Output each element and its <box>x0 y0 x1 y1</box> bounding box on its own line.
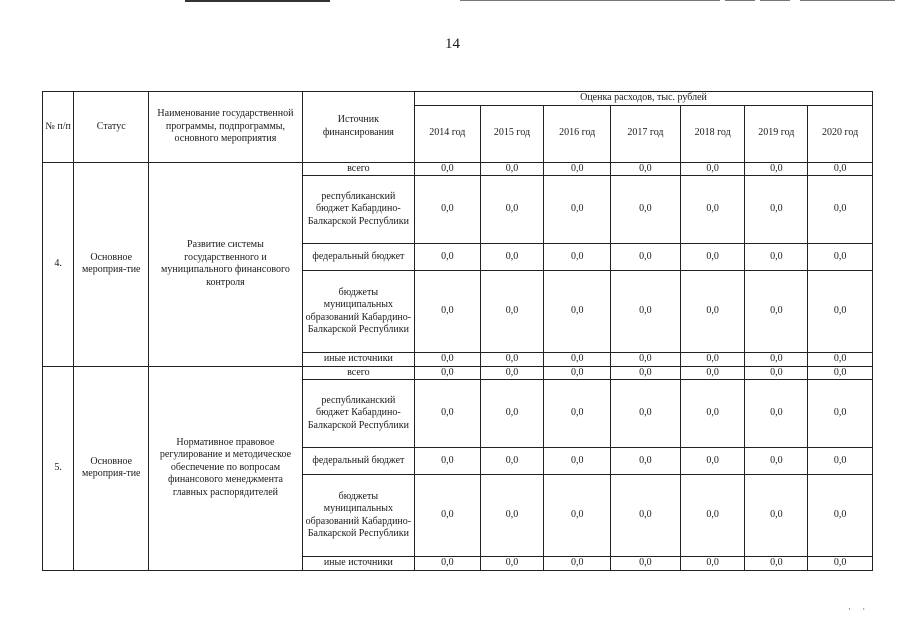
header-year: 2014 год <box>414 105 480 162</box>
page-number: 14 <box>445 36 460 52</box>
value-cell: 0,0 <box>544 557 611 571</box>
row-source: иные источники <box>302 557 414 571</box>
value-cell: 0,0 <box>680 366 745 380</box>
value-cell: 0,0 <box>745 366 808 380</box>
value-cell: 0,0 <box>480 366 544 380</box>
header-status: Статус <box>74 92 149 163</box>
value-cell: 0,0 <box>544 244 611 271</box>
header-year: 2017 год <box>611 105 681 162</box>
value-cell: 0,0 <box>745 244 808 271</box>
value-cell: 0,0 <box>808 353 873 367</box>
header-year: 2016 год <box>544 105 611 162</box>
value-cell: 0,0 <box>544 176 611 244</box>
value-cell: 0,0 <box>414 176 480 244</box>
header-source: Источник финансирования <box>302 92 414 163</box>
row-status: Основное мероприя-тие <box>74 162 149 366</box>
value-cell: 0,0 <box>480 557 544 571</box>
value-cell: 0,0 <box>544 353 611 367</box>
value-cell: 0,0 <box>680 353 745 367</box>
row-source: бюджеты муниципальных образований Кабардино-Балкарской Республики <box>302 475 414 557</box>
value-cell: 0,0 <box>745 557 808 571</box>
value-cell: 0,0 <box>745 176 808 244</box>
value-cell: 0,0 <box>611 162 681 176</box>
value-cell: 0,0 <box>745 475 808 557</box>
value-cell: 0,0 <box>480 162 544 176</box>
value-cell: 0,0 <box>544 448 611 475</box>
value-cell: 0,0 <box>808 366 873 380</box>
value-cell: 0,0 <box>480 475 544 557</box>
row-source: республиканский бюджет Кабардино-Балкарской Республики <box>302 380 414 448</box>
value-cell: 0,0 <box>544 271 611 353</box>
value-cell: 0,0 <box>745 162 808 176</box>
row-source: всего <box>302 366 414 380</box>
value-cell: 0,0 <box>544 162 611 176</box>
row-name: Нормативное правовое регулирование и методическое обеспечение по вопросам финансового менеджмента главных распорядителей <box>149 366 303 570</box>
value-cell: 0,0 <box>414 475 480 557</box>
value-cell: 0,0 <box>414 448 480 475</box>
value-cell: 0,0 <box>414 366 480 380</box>
row-num: 5. <box>43 366 74 570</box>
value-cell: 0,0 <box>808 244 873 271</box>
header-year: 2018 год <box>680 105 745 162</box>
row-name: Развитие системы государственного и муниципального финансового контроля <box>149 162 303 366</box>
value-cell: 0,0 <box>544 380 611 448</box>
value-cell: 0,0 <box>414 244 480 271</box>
scan-artifact-marks: · · <box>848 604 866 614</box>
value-cell: 0,0 <box>745 380 808 448</box>
table-row <box>43 366 873 380</box>
value-cell: 0,0 <box>808 557 873 571</box>
row-source: республиканский бюджет Кабардино-Балкарской Республики <box>302 176 414 244</box>
value-cell: 0,0 <box>611 380 681 448</box>
table-row <box>43 162 873 176</box>
value-cell: 0,0 <box>611 244 681 271</box>
value-cell: 0,0 <box>808 380 873 448</box>
value-cell: 0,0 <box>680 475 745 557</box>
value-cell: 0,0 <box>680 244 745 271</box>
header-year: 2015 год <box>480 105 544 162</box>
value-cell: 0,0 <box>480 244 544 271</box>
value-cell: 0,0 <box>611 271 681 353</box>
header-num: № п/п <box>43 92 74 163</box>
value-cell: 0,0 <box>480 271 544 353</box>
value-cell: 0,0 <box>611 475 681 557</box>
value-cell: 0,0 <box>611 353 681 367</box>
value-cell: 0,0 <box>808 176 873 244</box>
value-cell: 0,0 <box>745 448 808 475</box>
value-cell: 0,0 <box>808 271 873 353</box>
row-source: федеральный бюджет <box>302 244 414 271</box>
value-cell: 0,0 <box>611 366 681 380</box>
budget-table <box>42 91 873 571</box>
value-cell: 0,0 <box>611 557 681 571</box>
value-cell: 0,0 <box>808 475 873 557</box>
value-cell: 0,0 <box>680 271 745 353</box>
value-cell: 0,0 <box>745 271 808 353</box>
value-cell: 0,0 <box>680 380 745 448</box>
row-num: 4. <box>43 162 74 366</box>
scan-artifact-lines <box>0 0 905 6</box>
value-cell: 0,0 <box>611 176 681 244</box>
value-cell: 0,0 <box>680 448 745 475</box>
table-body <box>43 162 873 570</box>
value-cell: 0,0 <box>745 353 808 367</box>
row-status: Основное мероприя-тие <box>74 366 149 570</box>
value-cell: 0,0 <box>414 380 480 448</box>
value-cell: 0,0 <box>544 475 611 557</box>
header-name: Наименование государственной программы, подпрограммы, основного мероприятия <box>149 92 303 163</box>
value-cell: 0,0 <box>808 448 873 475</box>
value-cell: 0,0 <box>480 380 544 448</box>
value-cell: 0,0 <box>414 162 480 176</box>
value-cell: 0,0 <box>544 366 611 380</box>
value-cell: 0,0 <box>680 176 745 244</box>
value-cell: 0,0 <box>808 162 873 176</box>
value-cell: 0,0 <box>480 353 544 367</box>
header-estimate: Оценка расходов, тыс. рублей <box>414 92 872 106</box>
value-cell: 0,0 <box>680 557 745 571</box>
header-year: 2019 год <box>745 105 808 162</box>
row-source: бюджеты муниципальных образований Кабардино-Балкарской Республики <box>302 271 414 353</box>
table-header <box>43 92 873 163</box>
header-year: 2020 год <box>808 105 873 162</box>
row-source: иные источники <box>302 353 414 367</box>
value-cell: 0,0 <box>611 448 681 475</box>
value-cell: 0,0 <box>414 271 480 353</box>
value-cell: 0,0 <box>680 162 745 176</box>
value-cell: 0,0 <box>414 353 480 367</box>
value-cell: 0,0 <box>480 176 544 244</box>
row-source: федеральный бюджет <box>302 448 414 475</box>
value-cell: 0,0 <box>414 557 480 571</box>
value-cell: 0,0 <box>480 448 544 475</box>
row-source: всего <box>302 162 414 176</box>
